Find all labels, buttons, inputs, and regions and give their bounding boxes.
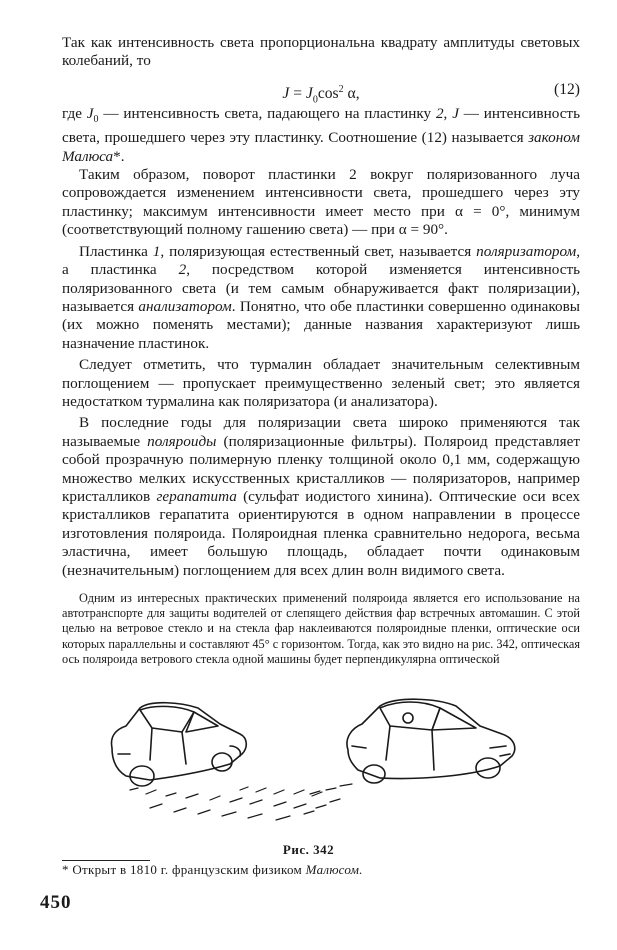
paragraph-5: Следует отметить, что турмалин обладает значительным селективным поглощением — пропускает преимущественно зеленый свет; это является недостатком турмалина как поляризатора (и анализатора).: [62, 356, 580, 410]
analyzer-term: анализатором: [138, 297, 232, 315]
herapathite-term: герапатита: [156, 487, 237, 505]
malus-law-term: законом Малюса: [62, 129, 580, 165]
paragraph-6: В последние годы для поляризации света широко применяются так называемые поляроиды (поляризационные фильтры). Поляроид представляет собой прозрачную полимерную пленку толщиной около 0,1 мм, содержащую множество мелких искусственных кристалликов — поляризаторов, например кристалликов герапатита (сульфат иодистого хинина). Оптические оси всех кристалликов герапатита ориентируются в одном направлении в процессе изготовления поляроида. Поляроидная пленка сравнительно недорога, весьма эластична, имеет большую площадь, обладает почти одинаковым (незначительным) поглощением для всех длин волн видимого света.: [62, 414, 581, 579]
figure-342-illustration: [90, 690, 560, 840]
car-right: [347, 699, 515, 783]
road-marks-left: [130, 787, 322, 820]
car-left: [112, 703, 247, 786]
polarizer-term: поляризатором: [476, 242, 577, 260]
polaroids-term: поляроиды: [147, 432, 217, 450]
page-body: [62, 34, 580, 667]
figure-caption: Рис. 342: [282, 842, 335, 857]
small-paragraph: Одним из интересных практических применений поляроида является его использование на автотранспорте для защиты водителей от слепящего действия фар встречных автомашин. С этой целью на ветровое стекло и на стекла фар наклеиваются поляроидные пленки, оптические оси которых параллельны и составляют 45° с горизонтом. Тогда, как это видно на рис. 342, оптическая ось поляроида ветрового стекла одной машины будет перпендикулярна оптической: [62, 591, 580, 666]
formula-12: [62, 77, 580, 106]
road-marks-right: [304, 784, 352, 814]
paragraph-4: Пластинка 1, поляризующая естественный свет, называется поляризатором, а пластинка 2, посредством которой изменяется интенсивность поляризованного света (и тем самым обнаруживается факт поляризации), называется анализатором. Понятно, что обе пластинки совершенно одинаковы (их можно поменять местами); данные названия характеризуют лишь назначение пластинок.: [62, 242, 581, 352]
footnote-rule: [62, 860, 150, 861]
footnote-name: Малюсом.: [305, 862, 363, 877]
paragraph-1: Так как интенсивность света пропорциональна квадрату амплитуды световых колебаний, то: [62, 34, 580, 70]
paragraph-3: Таким образом, поворот пластинки 2 вокруг поляризованного луча сопровождается изменением интенсивности света, прошедшего через эту пластинку; максимум интенсивности имеет место при α = 0°, минимум (соответствующий полному гашению света) — при α = 90°.: [62, 166, 580, 239]
paragraph-2: где $J_0$ — интенсивность света, падающего на пластинку 2, J — интенсивность света, прошедшего через эту пластинку. Соотношение (12) называется законом Малюса*.: [62, 104, 580, 165]
formula-expression: $J = J_0\cos^2$ α,: [282, 83, 360, 106]
small-print-block: [62, 591, 580, 667]
page-number: 450: [40, 892, 72, 913]
formula-number: (12): [554, 80, 580, 98]
footnote: * Открыт в 1810 г. французским физиком Малюсом.: [62, 862, 363, 877]
